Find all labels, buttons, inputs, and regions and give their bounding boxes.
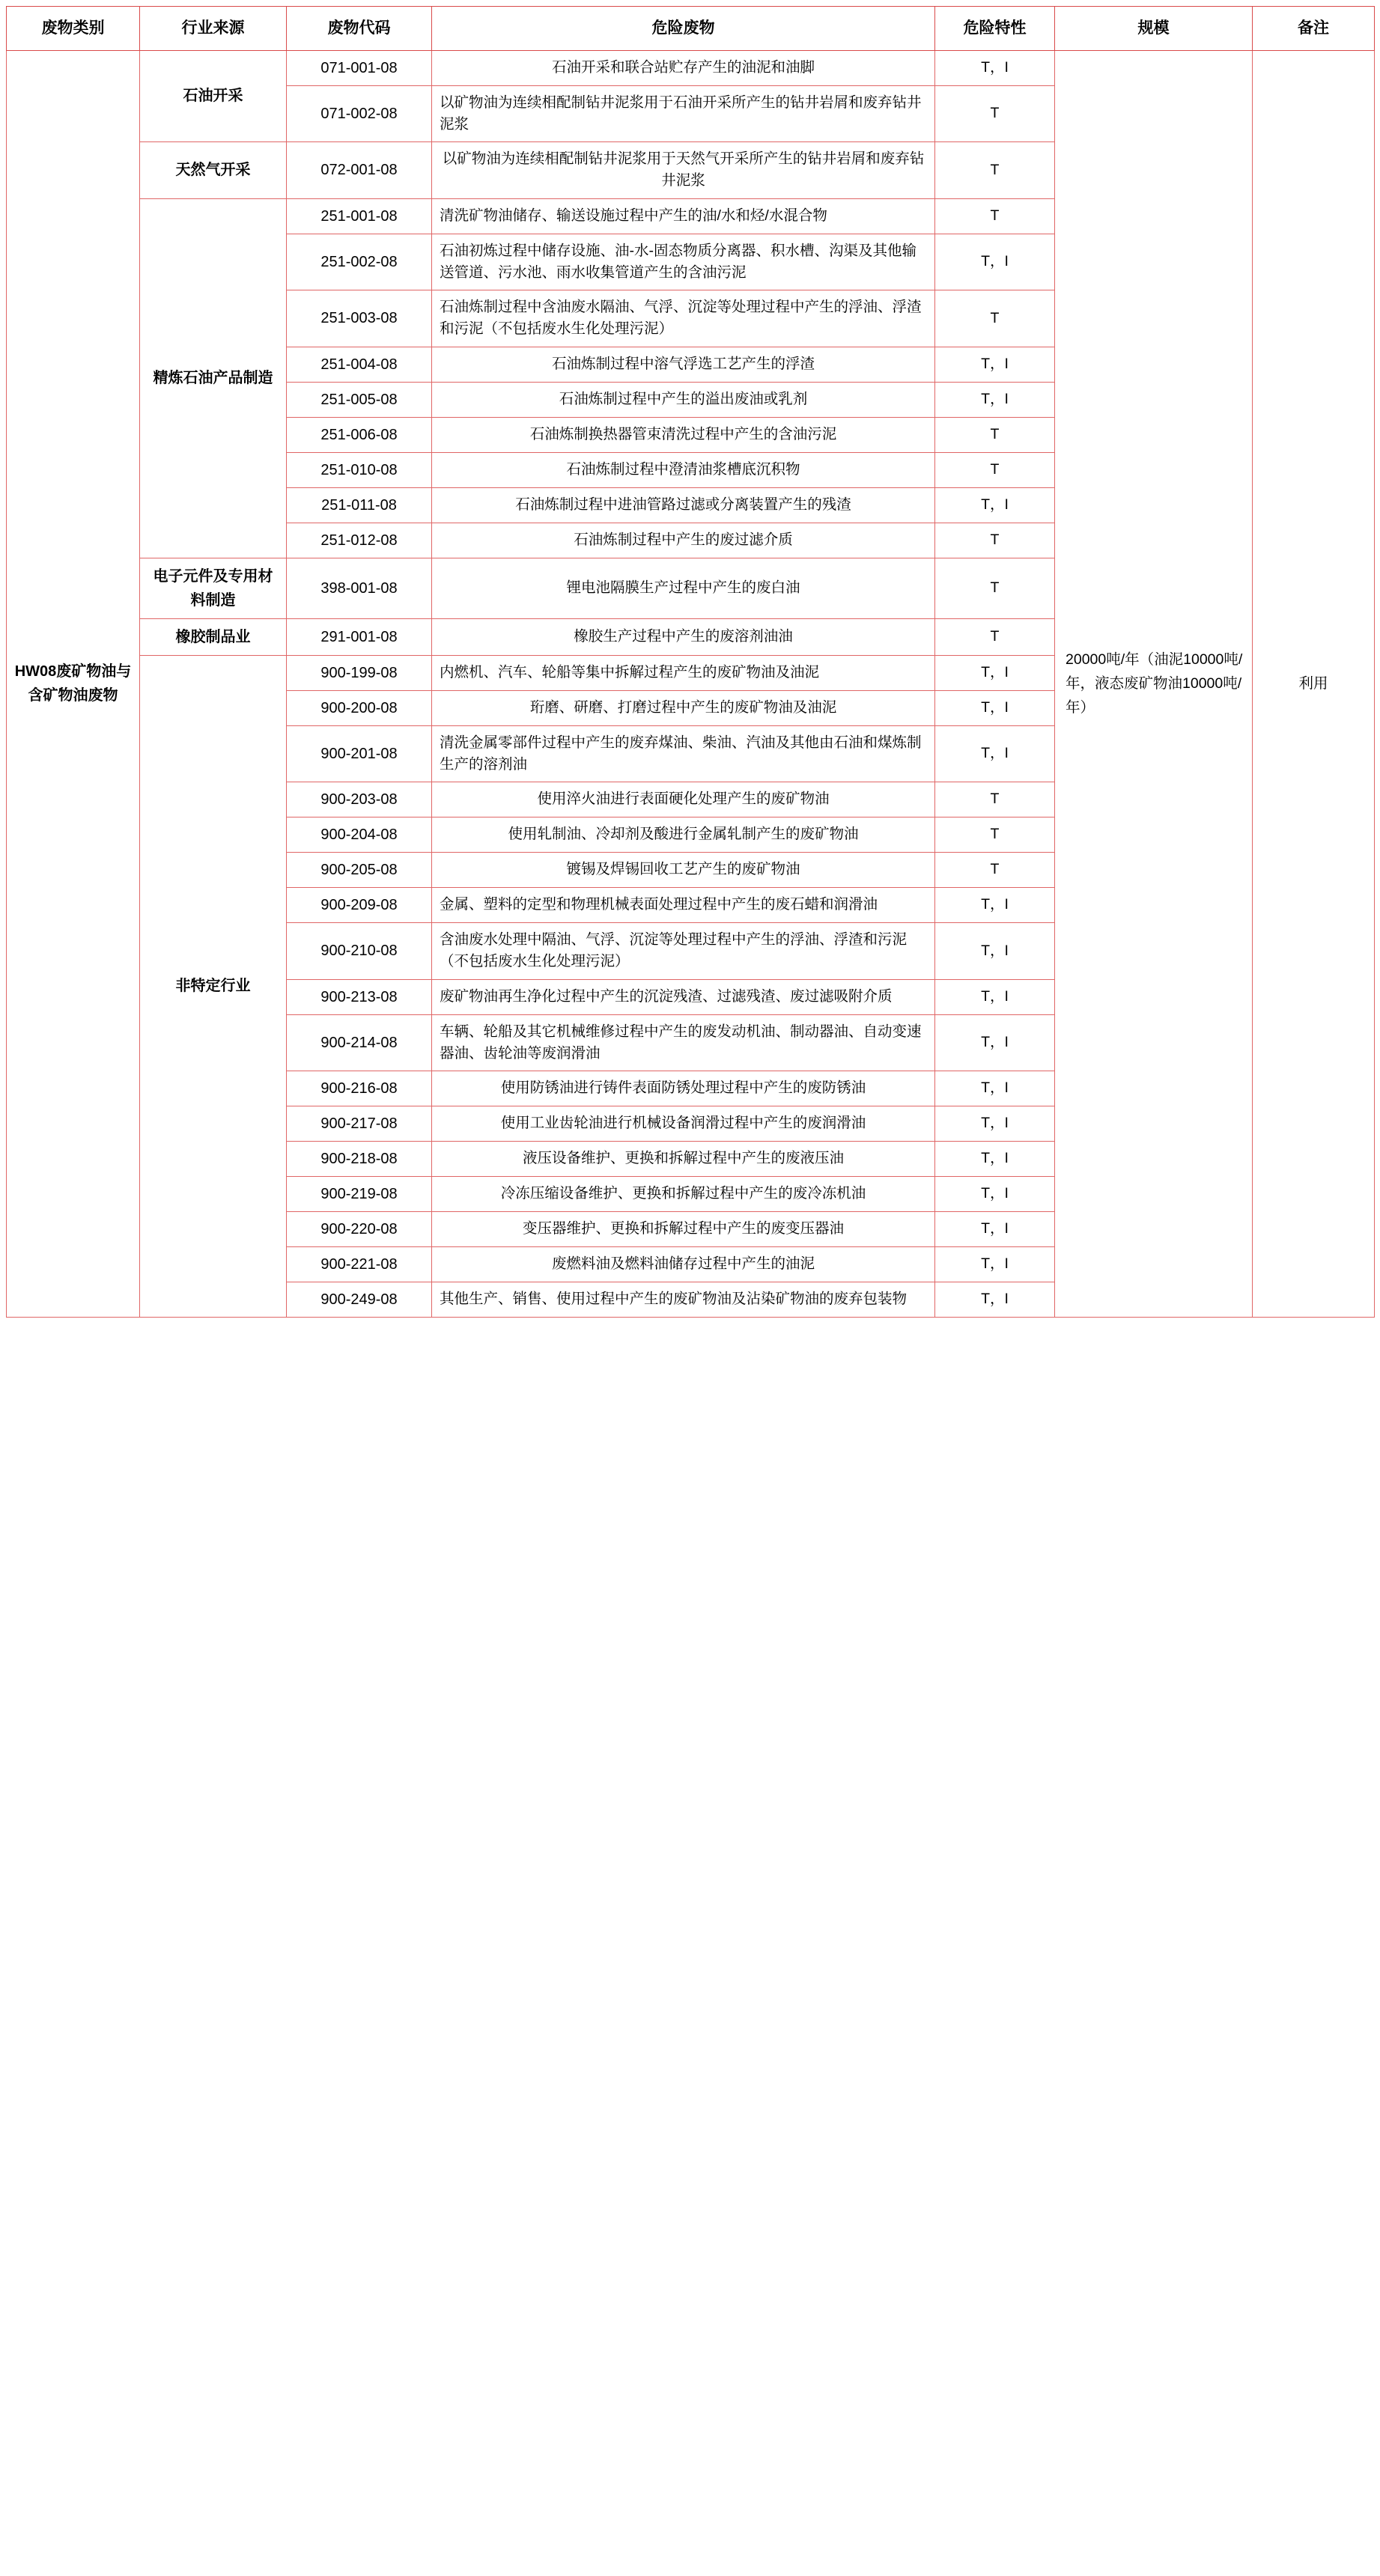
hazard-characteristic-cell: T	[935, 853, 1055, 888]
waste-code-cell: 900-210-08	[287, 923, 432, 980]
hazardous-waste-description-cell: 使用轧制油、冷却剂及酸进行金属轧制产生的废矿物油	[432, 817, 935, 853]
waste-code-cell: 900-217-08	[287, 1106, 432, 1142]
hazardous-waste-description-cell: 废矿物油再生净化过程中产生的沉淀残渣、过滤残渣、废过滤吸附介质	[432, 979, 935, 1014]
column-header-code: 废物代码	[287, 7, 432, 51]
waste-code-cell: 900-205-08	[287, 853, 432, 888]
column-header-remark: 备注	[1253, 7, 1375, 51]
hazardous-waste-description-cell: 以矿物油为连续相配制钻井泥浆用于石油开采所产生的钻井岩屑和废弃钻井泥浆	[432, 85, 935, 142]
waste-code-cell: 071-001-08	[287, 50, 432, 85]
hazard-characteristic-cell: T	[935, 618, 1055, 655]
hazardous-waste-table	[6, 6, 1375, 1318]
hazardous-waste-description-cell: 清洗矿物油储存、输送设施过程中产生的油/水和烃/水混合物	[432, 198, 935, 234]
hazardous-waste-description-cell: 珩磨、研磨、打磨过程中产生的废矿物油及油泥	[432, 690, 935, 725]
hazardous-waste-description-cell: 金属、塑料的定型和物理机械表面处理过程中产生的废石蜡和润滑油	[432, 888, 935, 923]
hazard-characteristic-cell: T，I	[935, 1247, 1055, 1282]
hazard-characteristic-cell: T，I	[935, 655, 1055, 690]
waste-code-cell: 900-213-08	[287, 979, 432, 1014]
column-header-industry: 行业来源	[140, 7, 287, 51]
hazard-characteristic-cell: T，I	[935, 1071, 1055, 1106]
hazardous-waste-description-cell: 石油炼制换热器管束清洗过程中产生的含油污泥	[432, 417, 935, 452]
hazardous-waste-description-cell: 其他生产、销售、使用过程中产生的废矿物油及沾染矿物油的废弃包装物	[432, 1282, 935, 1318]
waste-code-cell: 251-004-08	[287, 347, 432, 382]
hazardous-waste-description-cell: 镀锡及焊锡回收工艺产生的废矿物油	[432, 853, 935, 888]
waste-code-cell: 072-001-08	[287, 142, 432, 199]
waste-code-cell: 900-209-08	[287, 888, 432, 923]
hazardous-waste-description-cell: 使用工业齿轮油进行机械设备润滑过程中产生的废润滑油	[432, 1106, 935, 1142]
hazard-characteristic-cell: T，I	[935, 1106, 1055, 1142]
hazard-characteristic-cell: T，I	[935, 1177, 1055, 1212]
hazard-characteristic-cell: T，I	[935, 487, 1055, 523]
waste-code-cell: 251-005-08	[287, 382, 432, 417]
table-body	[7, 50, 1375, 1318]
hazardous-waste-description-cell: 石油炼制过程中溶气浮选工艺产生的浮渣	[432, 347, 935, 382]
industry-source-cell: 非特定行业	[140, 655, 287, 1318]
scale-cell: 20000吨/年（油泥10000吨/年，液态废矿物油10000吨/年）	[1055, 50, 1253, 1318]
hazardous-waste-description-cell: 石油初炼过程中储存设施、油-水-固态物质分离器、积水槽、沟渠及其他输送管道、污水池、雨水收集管道产生的含油污泥	[432, 234, 935, 290]
hazardous-waste-description-cell: 清洗金属零部件过程中产生的废弃煤油、柴油、汽油及其他由石油和煤炼制生产的溶剂油	[432, 725, 935, 782]
column-header-scale: 规模	[1055, 7, 1253, 51]
industry-source-cell: 石油开采	[140, 50, 287, 142]
hazard-characteristic-cell: T，I	[935, 979, 1055, 1014]
header-row	[7, 7, 1375, 51]
waste-code-cell: 251-010-08	[287, 452, 432, 487]
hazard-characteristic-cell: T，I	[935, 1212, 1055, 1247]
industry-source-cell: 精炼石油产品制造	[140, 198, 287, 558]
hazardous-waste-description-cell: 以矿物油为连续相配制钻井泥浆用于天然气开采所产生的钻井岩屑和废弃钻井泥浆	[432, 142, 935, 199]
hazardous-waste-description-cell: 石油炼制过程中产生的溢出废油或乳剂	[432, 382, 935, 417]
waste-code-cell: 251-002-08	[287, 234, 432, 290]
hazard-characteristic-cell: T，I	[935, 1142, 1055, 1177]
hazard-characteristic-cell: T	[935, 142, 1055, 199]
hazardous-waste-description-cell: 橡胶生产过程中产生的废溶剂油油	[432, 618, 935, 655]
waste-code-cell: 398-001-08	[287, 558, 432, 618]
waste-code-cell: 900-201-08	[287, 725, 432, 782]
hazardous-waste-description-cell: 液压设备维护、更换和拆解过程中产生的废液压油	[432, 1142, 935, 1177]
waste-code-cell: 900-200-08	[287, 690, 432, 725]
hazard-characteristic-cell: T，I	[935, 50, 1055, 85]
hazardous-waste-description-cell: 锂电池隔膜生产过程中产生的废白油	[432, 558, 935, 618]
hazard-characteristic-cell: T	[935, 85, 1055, 142]
hazardous-waste-description-cell: 车辆、轮船及其它机械维修过程中产生的废发动机油、制动器油、自动变速器油、齿轮油等废润滑油	[432, 1014, 935, 1071]
remark-cell: 利用	[1253, 50, 1375, 1318]
hazard-characteristic-cell: T	[935, 290, 1055, 347]
hazard-characteristic-cell: T	[935, 417, 1055, 452]
waste-code-cell: 900-249-08	[287, 1282, 432, 1318]
waste-code-cell: 291-001-08	[287, 618, 432, 655]
industry-source-cell: 橡胶制品业	[140, 618, 287, 655]
hazardous-waste-description-cell: 冷冻压缩设备维护、更换和拆解过程中产生的废冷冻机油	[432, 1177, 935, 1212]
column-header-waste: 危险废物	[432, 7, 935, 51]
hazard-characteristic-cell: T，I	[935, 725, 1055, 782]
hazard-characteristic-cell: T	[935, 782, 1055, 817]
table-row	[7, 50, 1375, 85]
waste-code-cell: 900-203-08	[287, 782, 432, 817]
hazardous-waste-description-cell: 变压器维护、更换和拆解过程中产生的废变压器油	[432, 1212, 935, 1247]
waste-code-cell: 900-204-08	[287, 817, 432, 853]
column-header-category: 废物类别	[7, 7, 140, 51]
table-header	[7, 7, 1375, 51]
waste-code-cell: 251-003-08	[287, 290, 432, 347]
hazardous-waste-description-cell: 使用防锈油进行铸件表面防锈处理过程中产生的废防锈油	[432, 1071, 935, 1106]
waste-code-cell: 071-002-08	[287, 85, 432, 142]
hazard-characteristic-cell: T，I	[935, 347, 1055, 382]
waste-code-cell: 251-011-08	[287, 487, 432, 523]
waste-code-cell: 900-199-08	[287, 655, 432, 690]
industry-source-cell: 电子元件及专用材料制造	[140, 558, 287, 618]
waste-code-cell: 900-216-08	[287, 1071, 432, 1106]
hazard-characteristic-cell: T，I	[935, 234, 1055, 290]
hazard-characteristic-cell: T	[935, 523, 1055, 558]
waste-category-cell: HW08废矿物油与含矿物油废物	[7, 50, 140, 1318]
hazardous-waste-description-cell: 石油炼制过程中含油废水隔油、气浮、沉淀等处理过程中产生的浮油、浮渣和污泥（不包括废水生化处理污泥）	[432, 290, 935, 347]
hazardous-waste-description-cell: 废燃料油及燃料油储存过程中产生的油泥	[432, 1247, 935, 1282]
hazardous-waste-description-cell: 石油开采和联合站贮存产生的油泥和油脚	[432, 50, 935, 85]
hazardous-waste-description-cell: 含油废水处理中隔油、气浮、沉淀等处理过程中产生的浮油、浮渣和污泥（不包括废水生化处理污泥）	[432, 923, 935, 980]
hazard-characteristic-cell: T，I	[935, 1282, 1055, 1318]
hazard-characteristic-cell: T，I	[935, 382, 1055, 417]
hazardous-waste-description-cell: 内燃机、汽车、轮船等集中拆解过程产生的废矿物油及油泥	[432, 655, 935, 690]
hazardous-waste-description-cell: 石油炼制过程中澄清油浆槽底沉积物	[432, 452, 935, 487]
hazardous-waste-description-cell: 石油炼制过程中产生的废过滤介质	[432, 523, 935, 558]
industry-source-cell: 天然气开采	[140, 142, 287, 199]
hazard-characteristic-cell: T，I	[935, 690, 1055, 725]
hazard-characteristic-cell: T	[935, 817, 1055, 853]
hazard-characteristic-cell: T	[935, 452, 1055, 487]
waste-code-cell: 251-012-08	[287, 523, 432, 558]
waste-code-cell: 900-219-08	[287, 1177, 432, 1212]
waste-code-cell: 251-001-08	[287, 198, 432, 234]
hazard-characteristic-cell: T，I	[935, 888, 1055, 923]
waste-code-cell: 900-221-08	[287, 1247, 432, 1282]
hazard-characteristic-cell: T，I	[935, 923, 1055, 980]
hazard-characteristic-cell: T	[935, 198, 1055, 234]
waste-code-cell: 900-214-08	[287, 1014, 432, 1071]
hazardous-waste-description-cell: 石油炼制过程中进油管路过滤或分离装置产生的残渣	[432, 487, 935, 523]
waste-code-cell: 900-220-08	[287, 1212, 432, 1247]
hazard-characteristic-cell: T，I	[935, 1014, 1055, 1071]
hazard-characteristic-cell: T	[935, 558, 1055, 618]
waste-code-cell: 251-006-08	[287, 417, 432, 452]
hazardous-waste-description-cell: 使用淬火油进行表面硬化处理产生的废矿物油	[432, 782, 935, 817]
waste-code-cell: 900-218-08	[287, 1142, 432, 1177]
column-header-hazard: 危险特性	[935, 7, 1055, 51]
